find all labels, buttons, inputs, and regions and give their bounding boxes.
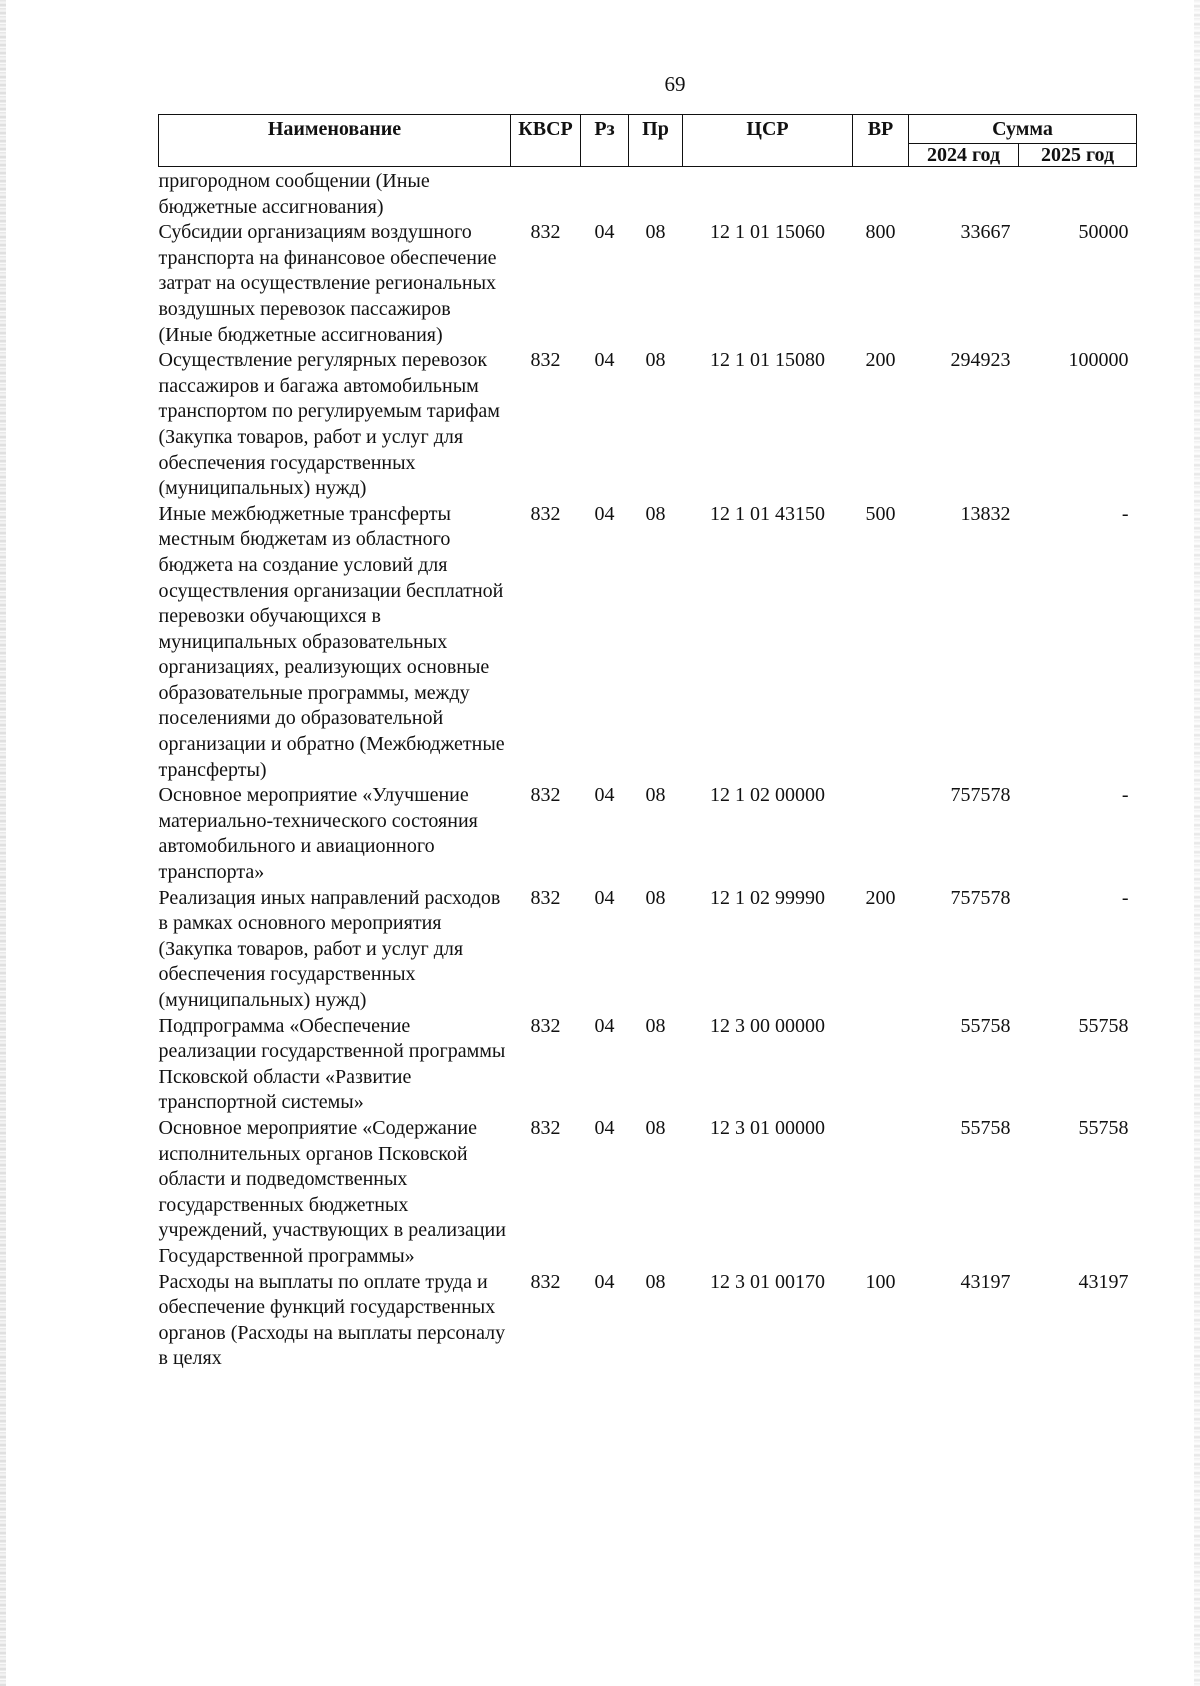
row-name: Подпрограмма «Обеспечение реализации государственной программы Псковской области «Развитие транспортной системы» (158, 1014, 506, 1114)
header-sum: Сумма (909, 115, 1137, 144)
header-year-2024: 2024 год (909, 144, 1019, 167)
row-csr (683, 167, 853, 221)
table-row (159, 1014, 1137, 1116)
row-rz: 04 (594, 1116, 615, 1139)
row-rz: 04 (594, 349, 615, 372)
table-row (159, 1270, 1137, 1372)
row-csr: 12 3 00 00000 (710, 1014, 825, 1037)
row-sum-2025: 43197 (1078, 1270, 1129, 1293)
row-sum-2025: 55758 (1078, 1116, 1129, 1139)
row-csr: 12 3 01 00170 (710, 1270, 825, 1293)
row-name: Иные межбюджетные трансферты местным бюджетам из областного бюджета на создание условий для осуществления организации бесплатной перевозки обучающихся в муниципальных образовательных организациях, реализующих основные образовательные программы, между поселениями до образовательной организации и обратно (Межбюджетные трансферты) (158, 502, 505, 781)
table-row (159, 502, 1137, 784)
row-rz: 04 (594, 1014, 615, 1037)
row-sum-2025: - (1121, 502, 1129, 525)
row-sum-2025: 100000 (1068, 349, 1129, 372)
table-header (159, 115, 1137, 167)
row-rz: 04 (594, 221, 615, 244)
row-vr: 200 (865, 349, 896, 372)
table-row (159, 783, 1137, 885)
header-kvsr: КВСР (511, 115, 581, 167)
row-vr: 800 (865, 221, 896, 244)
row-name: Реализация иных направлений расходов в рамках основного мероприятия (Закупка товаров, работ и услуг для обеспечения государственных (муниципальных) нужд) (158, 886, 501, 1011)
row-vr (853, 1014, 909, 1116)
row-name: Субсидии организациям воздушного транспорта на финансовое обеспечение затрат на осуществление региональных воздушных перевозок пассажиров (Иные бюджетные ассигнования) (158, 221, 497, 346)
row-kvsr: 832 (530, 784, 561, 807)
row-kvsr: 832 (530, 221, 561, 244)
row-name: пригородном сообщении (Иные бюджетные ассигнования) (158, 170, 430, 218)
row-sum-2025: 50000 (1078, 221, 1129, 244)
row-pr: 08 (645, 1014, 666, 1037)
row-pr: 08 (645, 886, 666, 909)
row-vr: 200 (865, 886, 896, 909)
header-vr: ВР (853, 115, 909, 167)
row-sum-2024: 757578 (950, 886, 1011, 909)
row-pr: 08 (645, 221, 666, 244)
header-year-2025: 2025 год (1019, 144, 1137, 167)
row-pr: 08 (645, 349, 666, 372)
table-body (159, 167, 1137, 1372)
row-sum-2025: - (1121, 784, 1129, 807)
row-sum-2024: 33667 (960, 221, 1011, 244)
row-name: Расходы на выплаты по оплате труда и обеспечение функций государственных органов (Расходы на выплаты персоналу в целях (158, 1270, 506, 1370)
row-csr: 12 1 01 15080 (710, 349, 825, 372)
table-row (159, 348, 1137, 502)
row-csr: 12 1 01 43150 (710, 502, 825, 525)
row-kvsr (511, 167, 581, 221)
row-vr (853, 1116, 909, 1270)
row-kvsr: 832 (530, 1270, 561, 1293)
table-row (159, 1116, 1137, 1270)
row-sum-2024: 43197 (960, 1270, 1011, 1293)
row-pr (629, 167, 683, 221)
row-vr: 500 (865, 502, 896, 525)
row-pr: 08 (645, 1116, 666, 1139)
row-kvsr: 832 (530, 502, 561, 525)
row-vr (853, 167, 909, 221)
table-row (159, 220, 1137, 348)
row-name: Осуществление регулярных перевозок пассажиров и багажа автомобильным транспортом по регулируемым тарифам (Закупка товаров, работ и услуг для обеспечения государственных (муниципальных) нужд) (158, 349, 500, 500)
row-vr (853, 783, 909, 885)
row-name: Основное мероприятие «Содержание исполнительных органов Псковской области и подведомственных государственных бюджетных учреждений, участвующих в реализации Государственной программы» (158, 1116, 506, 1267)
row-rz: 04 (594, 886, 615, 909)
row-sum-2024: 55758 (960, 1014, 1011, 1037)
header-name: Наименование (159, 115, 511, 167)
row-name: Основное мероприятие «Улучшение материально-технического состояния автомобильного и авиационного транспорта» (158, 784, 478, 884)
scan-edge-left (0, 0, 6, 1686)
row-rz: 04 (594, 502, 615, 525)
header-pr: Пр (629, 115, 683, 167)
row-sum-2025: - (1121, 886, 1129, 909)
header-rz: Рз (581, 115, 629, 167)
row-csr: 12 1 01 15060 (710, 221, 825, 244)
row-sum-2024: 757578 (950, 784, 1011, 807)
row-csr: 12 1 02 99990 (710, 886, 825, 909)
table-row (159, 886, 1137, 1014)
row-rz: 04 (594, 784, 615, 807)
row-kvsr: 832 (530, 886, 561, 909)
row-kvsr: 832 (530, 1014, 561, 1037)
row-sum-2024: 294923 (950, 349, 1011, 372)
row-pr: 08 (645, 1270, 666, 1293)
row-rz: 04 (594, 1270, 615, 1293)
page-number: 69 (664, 72, 686, 96)
budget-table (158, 114, 1137, 1372)
row-sum-2024: 13832 (960, 502, 1011, 525)
row-sum-2024 (909, 167, 1019, 221)
header-csr: ЦСР (683, 115, 853, 167)
row-csr: 12 3 01 00000 (710, 1116, 825, 1139)
row-vr: 100 (865, 1270, 896, 1293)
row-sum-2025: 55758 (1078, 1014, 1129, 1037)
row-csr: 12 1 02 00000 (710, 784, 825, 807)
row-pr: 08 (645, 502, 666, 525)
scan-edge-right (1194, 0, 1200, 1686)
row-sum-2025 (1019, 167, 1137, 221)
row-sum-2024: 55758 (960, 1116, 1011, 1139)
row-rz (581, 167, 629, 221)
row-kvsr: 832 (530, 1116, 561, 1139)
row-kvsr: 832 (530, 349, 561, 372)
table-row (159, 167, 1137, 221)
row-pr: 08 (645, 784, 666, 807)
